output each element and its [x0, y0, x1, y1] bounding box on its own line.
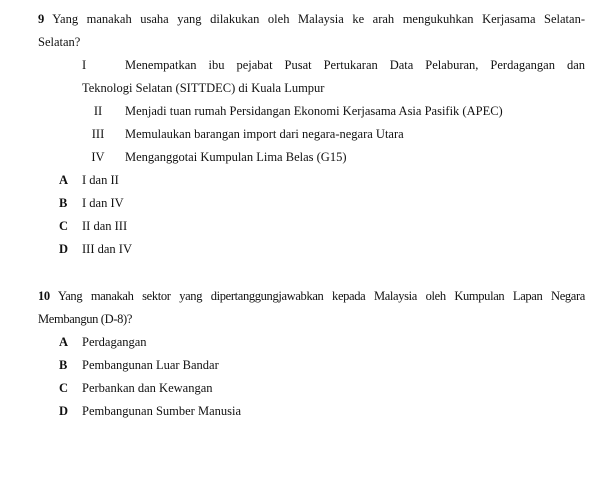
option-letter: D [59, 404, 69, 418]
question-stem-text: Yang manakah sektor yang dipertanggungjawabkan kepada Malaysia oleh Kumpulan Lapan Negara [57, 289, 585, 303]
option-letter: A [59, 173, 69, 187]
option-text: Pembangunan Luar Bandar [82, 358, 219, 372]
option-letter: B [59, 358, 68, 372]
question-number: 10 [38, 289, 50, 303]
option-d[interactable] [38, 238, 585, 261]
option-text: Perbankan dan Kewangan [82, 381, 213, 395]
statement-text: Memulaukan barangan import dari negara-negara Utara [125, 127, 404, 141]
answer-options [38, 331, 585, 423]
question-stem-line-2: Membangun (D-8)? [38, 312, 133, 326]
option-text: II dan III [82, 219, 128, 233]
option-letter: C [59, 381, 69, 395]
question-stem [38, 285, 585, 331]
option-text: I dan IV [82, 196, 124, 210]
question-number: 9 [38, 12, 45, 26]
statement-list [38, 54, 585, 169]
question-stem-line-2: Selatan? [38, 35, 81, 49]
option-c[interactable] [38, 377, 585, 400]
option-text: Perdagangan [82, 335, 147, 349]
question-stem-text: Yang manakah usaha yang dilakukan oleh Malaysia ke arah mengukuhkan Kerjasama Selatan- [52, 12, 585, 26]
statement-1 [38, 54, 585, 77]
option-a[interactable] [38, 331, 585, 354]
option-letter: C [59, 219, 69, 233]
statement-text: Menjadi tuan rumah Persidangan Ekonomi Kerjasama Asia Pasifik (APEC) [125, 104, 503, 118]
option-text: I dan II [82, 173, 119, 187]
statement-text: Menganggotai Kumpulan Lima Belas (G15) [125, 150, 347, 164]
option-letter: D [59, 242, 69, 256]
option-c[interactable] [38, 215, 585, 238]
statement-numeral: IV [91, 150, 105, 164]
statement-numeral: I [82, 58, 87, 72]
statement-3 [38, 123, 585, 146]
option-d[interactable] [38, 400, 585, 423]
question-stem-line-1 [38, 8, 585, 31]
option-letter: A [59, 335, 69, 349]
option-a[interactable] [38, 169, 585, 192]
option-b[interactable] [38, 192, 585, 215]
question-stem-line-1 [38, 285, 585, 308]
statement-4 [38, 146, 585, 169]
statement-1-continuation: Teknologi Selatan (SITTDEC) di Kuala Lumpur [82, 81, 325, 95]
statement-text: Menempatkan ibu pejabat Pusat Pertukaran Data Pelaburan, Perdagangan dan [125, 58, 585, 72]
option-b[interactable] [38, 354, 585, 377]
option-text: Pembangunan Sumber Manusia [82, 404, 242, 418]
question-stem [38, 8, 585, 54]
statement-numeral: II [93, 104, 103, 118]
question-9 [38, 8, 585, 261]
statement-numeral: III [91, 127, 105, 141]
option-text: III dan IV [82, 242, 132, 256]
option-letter: B [59, 196, 68, 210]
answer-options [38, 169, 585, 261]
question-10 [38, 285, 585, 423]
statement-2 [38, 100, 585, 123]
